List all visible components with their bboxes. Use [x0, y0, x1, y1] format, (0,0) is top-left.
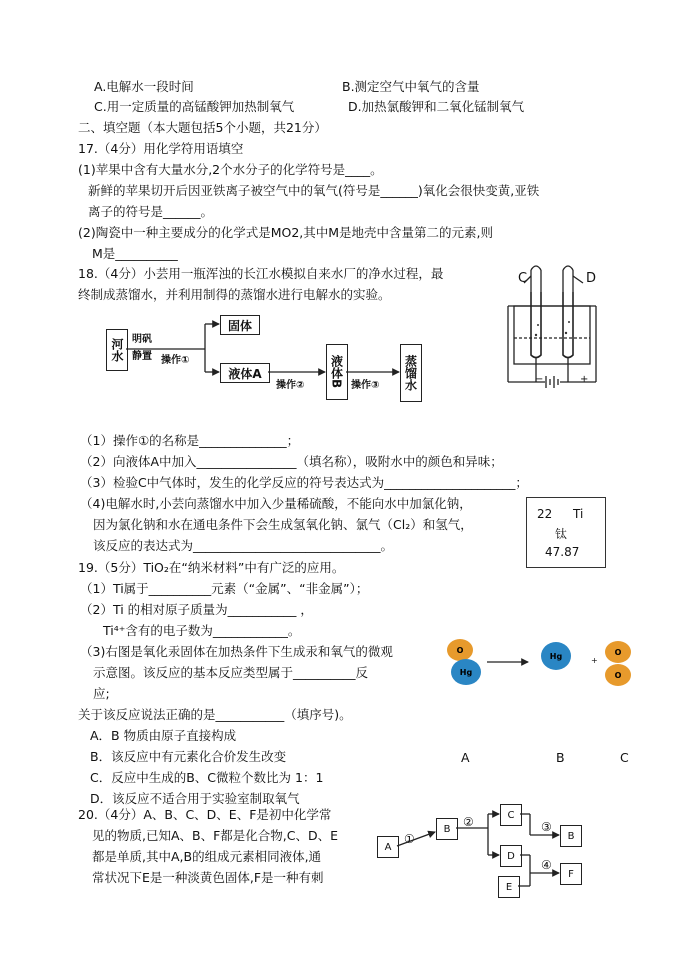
flow-liquid-a: 液体A — [220, 363, 270, 383]
ti-name: 钛 — [555, 527, 568, 541]
node-b2: B — [560, 825, 582, 847]
flow-distilled-label: 蒸馏水 — [403, 355, 418, 391]
q17-line4: (2)陶瓷中一种主要成分的化学式是MO2,其中M是地壳中含量第二的元素,则 — [78, 225, 494, 240]
q19-sub3c: 应; — [93, 686, 110, 701]
step-1: ① — [404, 832, 415, 846]
ti-symbol: Ti — [573, 507, 584, 521]
q18-line1: 18.（4分）小芸用一瓶浑浊的长江水模拟自来水厂的净水过程，最 — [78, 266, 444, 281]
flow-liquid-b — [326, 344, 348, 400]
q18-sub1: （1）操作①的名称是______________； — [80, 433, 300, 448]
q20-line2: 见的物质,已知A、B、F都是化合物,C、D、E — [92, 828, 339, 843]
q18-line2: 终制成蒸馏水，并利用制得的蒸馏水进行电解水的实验。 — [78, 287, 391, 302]
flow-reagent1: 明矾 — [132, 334, 152, 345]
q19-option-b: B．该反应中有元素化合价发生改变 — [90, 749, 287, 764]
q20-line3: 都是单质,其中A,B的组成元素相同液体,通 — [92, 849, 322, 864]
flow-distilled-water — [400, 344, 422, 402]
flow-river-label: 河水 — [110, 338, 124, 362]
oxygen-atom-product-2: O — [605, 664, 631, 686]
diagram-label-a: A — [461, 750, 470, 765]
flow-river-water — [106, 329, 128, 371]
flow-solid: 固体 — [220, 315, 260, 335]
plus-sign: + — [591, 656, 598, 665]
electrode-minus: − — [535, 374, 544, 385]
q20-line1: 20.（4分）A、B、C、D、E、F是初中化学常 — [78, 807, 332, 822]
ti-number: 22 — [537, 507, 553, 521]
q18-sub2: （2）向液体A中加入________________（填名称），吸附水中的颜色和异味； — [80, 454, 503, 469]
q17-line2: 新鲜的苹果切开后因亚铁离子被空气中的氧气(符号是______)氧化会很快变黄,亚铁 — [88, 183, 540, 198]
titanium-element-card — [526, 497, 606, 568]
node-a: A — [377, 836, 399, 858]
flow-op2: 操作② — [276, 380, 305, 391]
node-c: C — [500, 804, 522, 826]
q17-title: 17.（4分）用化学符用语填空 — [78, 141, 244, 156]
diagram-label-c: C — [620, 750, 629, 765]
q18-sub4c: 该反应的表达式为______________________________。 — [93, 538, 394, 553]
node-e: E — [498, 876, 520, 898]
diagram-label-b: B — [556, 750, 565, 765]
oxygen-atom-product-1: O — [605, 641, 631, 663]
flow-op1: 操作① — [161, 355, 190, 366]
q18-sub3: （3）检验C中气体时，发生的化学反应的符号表达式为_____________________； — [80, 475, 528, 490]
q19-title: 19.（5分）TiO₂在“纳米材料”中有广泛的应用。 — [78, 560, 345, 575]
q19-option-d: D．该反应不适合用于实验室制取氧气 — [90, 791, 300, 806]
flow-liquid-b-label: 液体B — [329, 355, 344, 389]
mercury-atom-product: Hg — [541, 642, 571, 670]
oxygen-atom-reactant: O — [447, 639, 473, 661]
q19-sub2: （2）Ti 的相对原子质量为___________ ， — [80, 602, 313, 617]
flow-op3: 操作③ — [351, 380, 380, 391]
step-2: ② — [463, 815, 474, 829]
tube-d-label: D — [586, 271, 597, 286]
q17-line5: M是__________ — [92, 246, 178, 261]
step-3: ③ — [541, 820, 552, 834]
option-b: B.测定空气中氧气的含量 — [342, 79, 480, 94]
option-d: D.加热氯酸钾和二氧化锰制氧气 — [348, 99, 525, 114]
option-c: C.用一定质量的高锰酸钾加热制氧气 — [94, 99, 295, 114]
q17-line3: 离子的符号是______。 — [88, 204, 214, 219]
option-a: A.电解水一段时间 — [94, 79, 194, 94]
q19-sub3a: （3)右图是氧化汞固体在加热条件下生成汞和氧气的微观 — [80, 644, 393, 659]
section-heading: 二、填空题（本大题包括5个小题，共21分） — [78, 120, 327, 135]
q18-sub4b: 因为氯化钠和水在通电条件下会生成氢氧化钠、氯气（Cl₂）和氢气， — [93, 517, 473, 532]
step-4: ④ — [541, 858, 552, 872]
q18-sub4a: （4)电解水时,小芸向蒸馏水中加入少量稀硫酸，不能向水中加氯化钠， — [80, 496, 472, 511]
ti-mass: 47.87 — [545, 545, 580, 559]
electrode-plus: + — [580, 374, 589, 385]
q19-option-c: C．反应中生成的B、C微粒个数比为 1：1 — [90, 770, 324, 785]
node-d: D — [500, 845, 522, 867]
flow-reagent2: 静置 — [132, 351, 152, 362]
q19-sub3b: 示意图。该反应的基本反应类型属于__________反 — [93, 665, 369, 680]
node-f: F — [560, 863, 582, 885]
q20-line4: 常状况下E是一种淡黄色固体,F是一种有刺 — [92, 870, 324, 885]
node-b: B — [436, 818, 458, 840]
tube-c-label: C — [518, 271, 528, 286]
mercury-atom-reactant: Hg — [451, 659, 481, 685]
q19-option-a: A．B 物质由原子直接构成 — [90, 728, 237, 743]
q17-line1: (1)苹果中含有大量水分,2个水分子的化学符号是____。 — [78, 162, 383, 177]
q19-sub1: （1）Ti属于__________元素（“金属”、“非金属”）； — [80, 581, 369, 596]
q19-sub2b: Ti⁴⁺含有的电子数为____________。 — [103, 623, 301, 638]
q19-sub4: 关于该反应说法正确的是___________（填序号)。 — [78, 707, 352, 722]
